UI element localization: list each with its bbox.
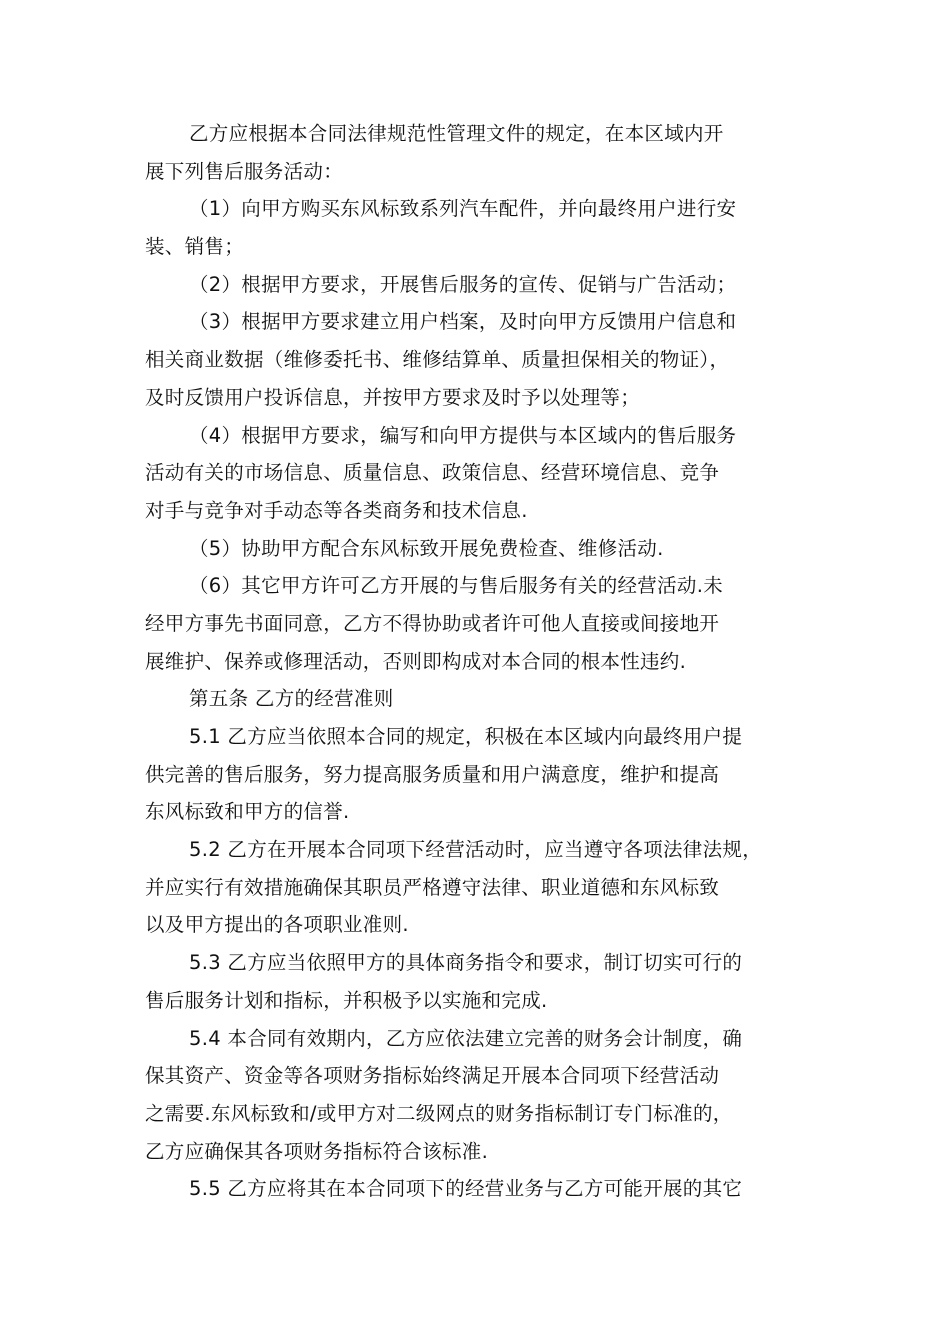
text-line: 经甲方事先书面同意，乙方不得协助或者许可他人直接或间接地开: [145, 611, 720, 635]
text-line: 以及甲方提出的各项职业准则.: [145, 913, 409, 937]
text-line: （5）协助甲方配合东风标致开展免费检查、维修活动.: [189, 536, 664, 560]
text-line: 乙方应根据本合同法律规范性管理文件的规定，在本区域内开: [189, 122, 724, 145]
text-line: 保其资产、资金等各项财务指标始终满足开展本合同项下经营活动: [145, 1064, 720, 1088]
section-heading: 第五条 乙方的经营准则: [189, 687, 394, 711]
text-line: 5.2 乙方在开展本合同项下经营活动时，应当遵守各项法律法规，: [189, 838, 763, 862]
text-line: 活动有关的市场信息、质量信息、政策信息、经营环境信息、竞争: [145, 461, 720, 485]
text-line: （6）其它甲方许可乙方开展的与售后服务有关的经营活动.未: [189, 574, 724, 598]
text-line: 供完善的售后服务，努力提高服务质量和用户满意度，维护和提高: [145, 762, 720, 786]
text-line: 乙方应确保其各项财务指标符合该标准.: [145, 1139, 489, 1163]
text-line: （3）根据甲方要求建立用户档案，及时向甲方反馈用户信息和: [189, 310, 737, 334]
text-line: 并应实行有效措施确保其职员严格遵守法律、职业道德和东风标致: [145, 875, 720, 899]
text-line: 展下列售后服务活动：: [145, 159, 344, 183]
text-line: 之需要.东风标致和/或甲方对二级网点的财务指标制订专门标准的，: [145, 1101, 733, 1125]
text-line: （2）根据甲方要求，开展售后服务的宣传、促销与广告活动；: [189, 272, 737, 296]
text-line: 东风标致和甲方的信誉.: [145, 800, 350, 824]
text-line: 及时反馈用户投诉信息，并按甲方要求及时予以处理等；: [145, 385, 641, 409]
text-line: （1）向甲方购买东风标致系列汽车配件，并向最终用户进行安: [189, 197, 737, 221]
document-body: [145, 115, 815, 1208]
text-line: 售后服务计划和指标，并积极予以实施和完成.: [145, 988, 548, 1012]
text-line: 展维护、保养或修理活动，否则即构成对本合同的根本性违约.: [145, 649, 687, 673]
text-line: 装、销售；: [145, 235, 245, 259]
text-line: 5.1 乙方应当依照本合同的规定，积极在本区域内向最终用户提: [189, 725, 743, 748]
text-line: 相关商业数据（维修委托书、维修结算单、质量担保相关的物证），: [145, 348, 730, 372]
text-line: 5.3 乙方应当依照甲方的具体商务指令和要求，制订切实可行的: [189, 951, 743, 975]
text-line: 5.4 本合同有效期内，乙方应依法建立完善的财务会计制度，确: [189, 1026, 743, 1050]
text-line: 对手与竞争对手动态等各类商务和技术信息.: [145, 498, 528, 522]
text-line: （4）根据甲方要求，编写和向甲方提供与本区域内的售后服务: [189, 423, 737, 447]
text-line: 5.5 乙方应将其在本合同项下的经营业务与乙方可能开展的其它: [189, 1177, 743, 1201]
